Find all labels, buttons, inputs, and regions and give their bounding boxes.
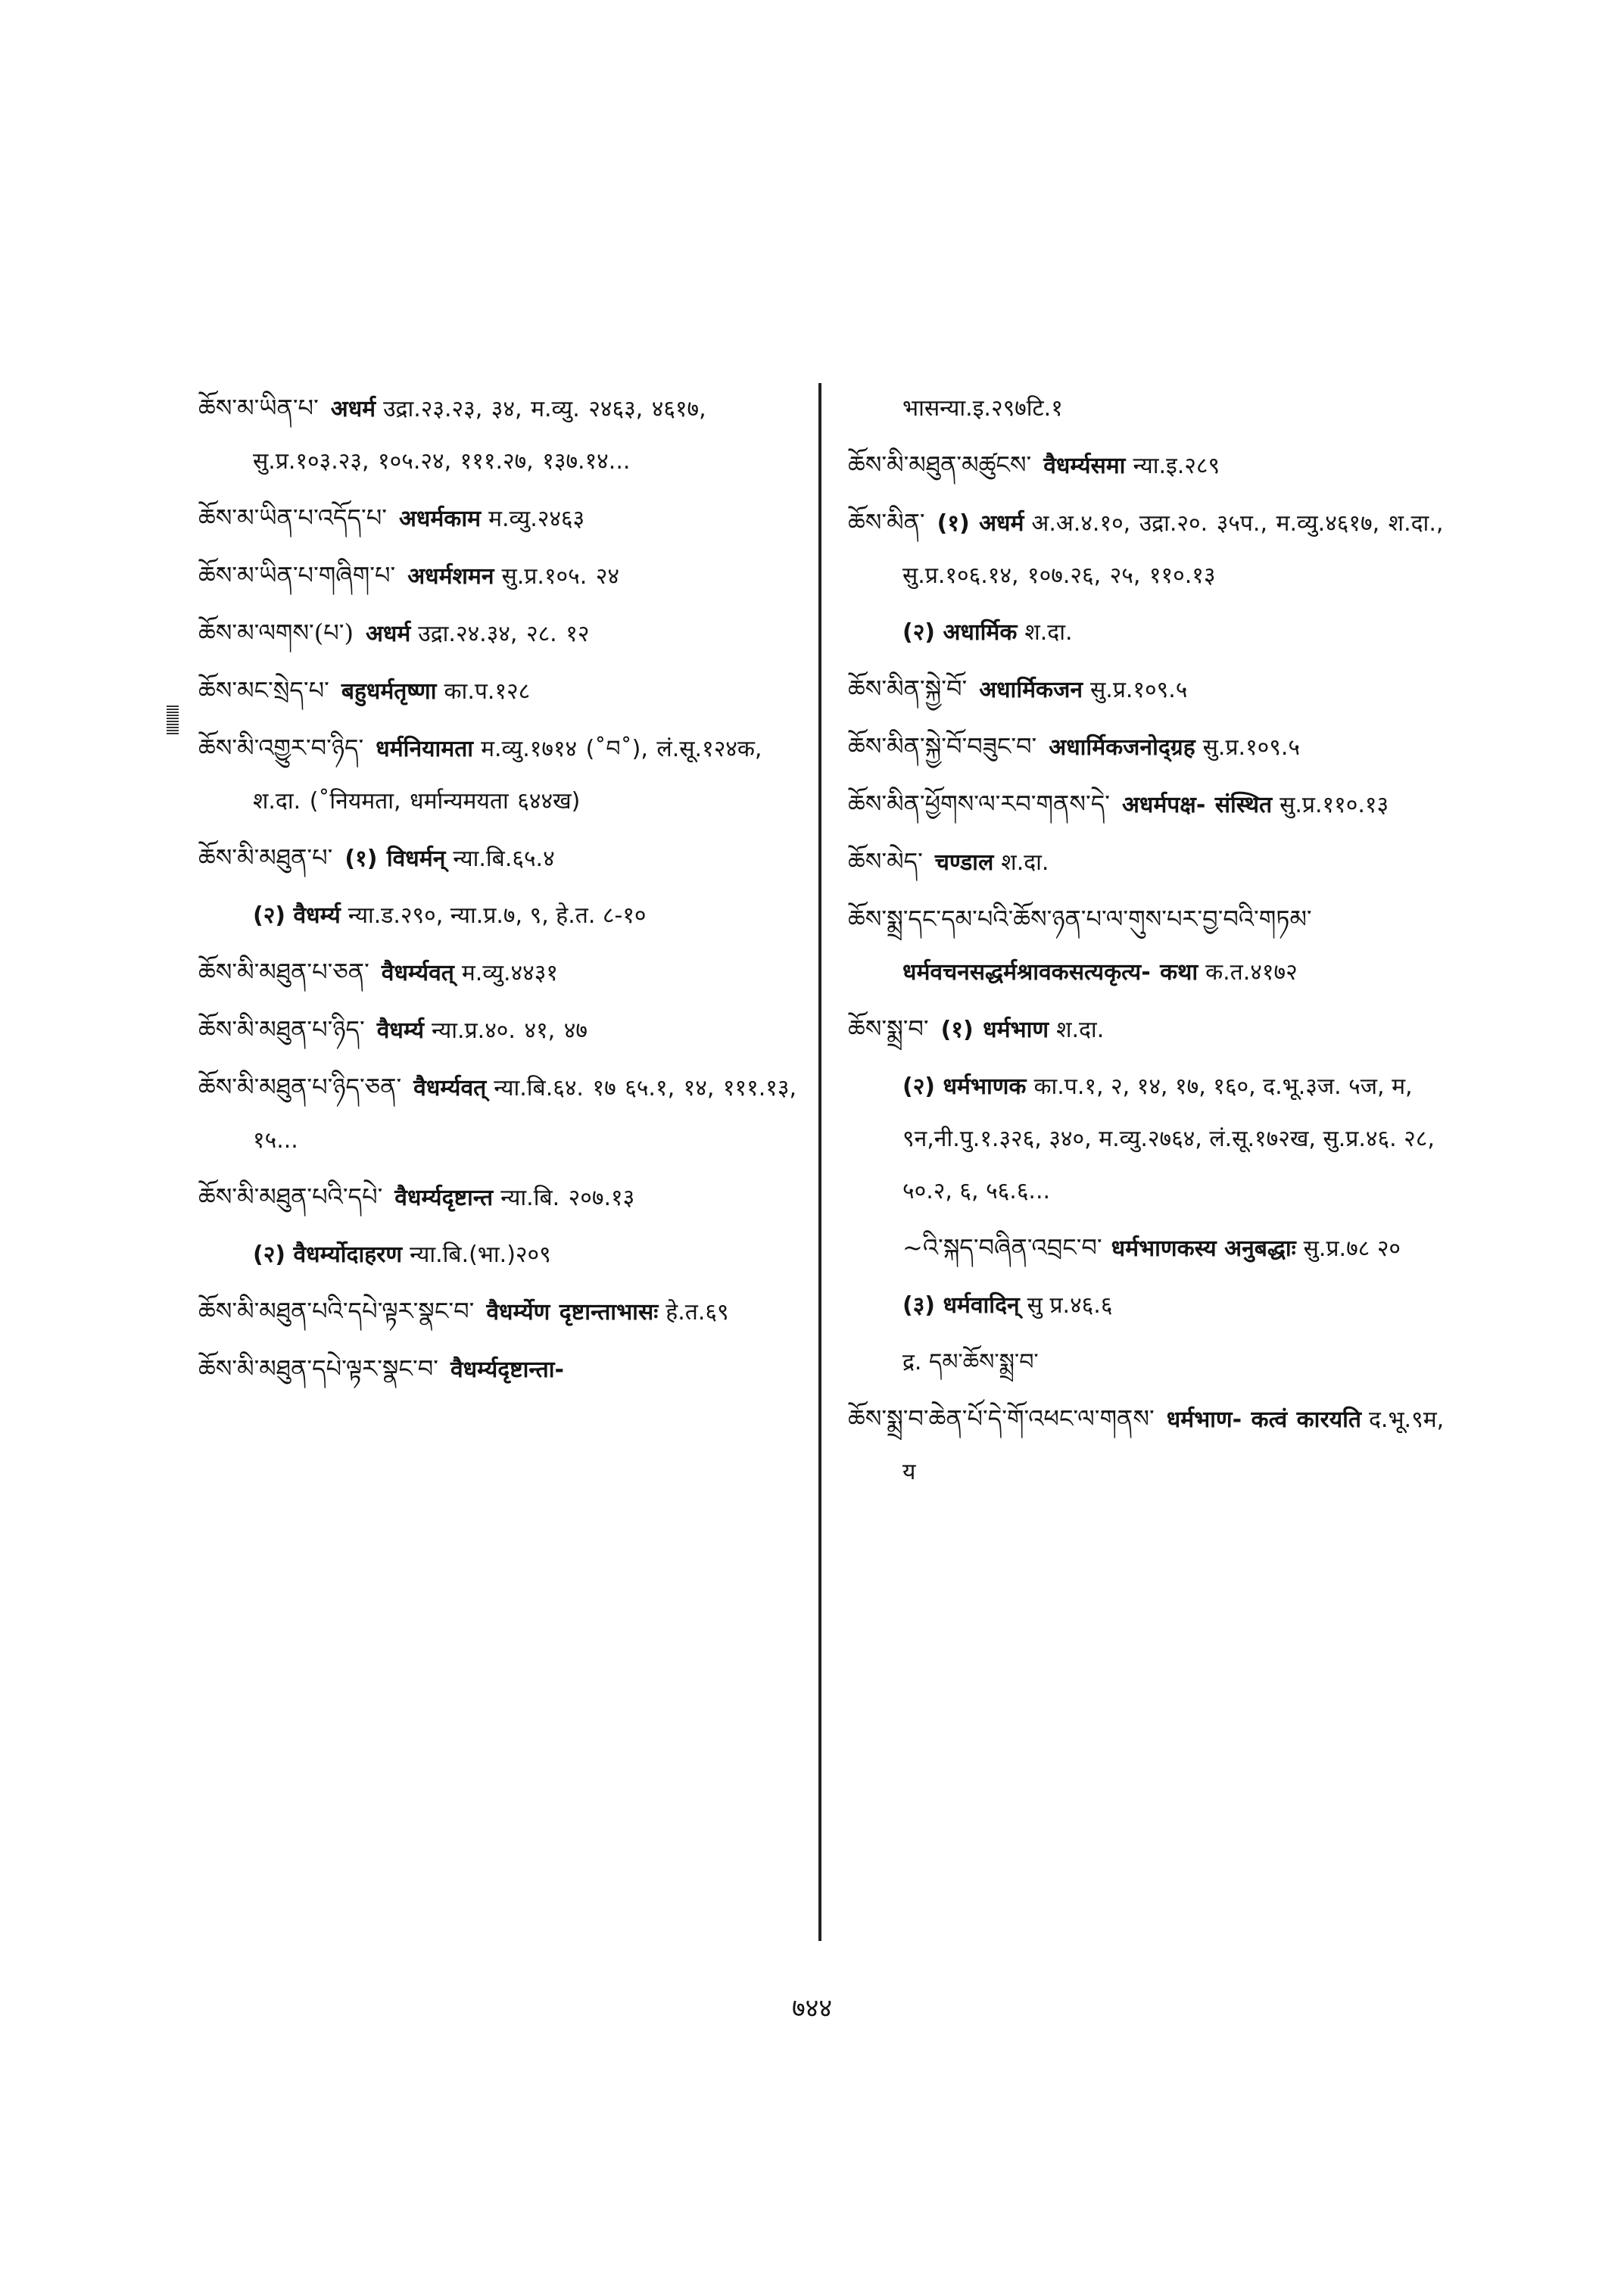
source-reference: का.प.१२८ [444,678,531,705]
source-reference: का.प.१, २, १४, १७, १६०, द.भू.३ज. ५ज, म, ९न,नी.पु.१.३२६, ३४०, म.व्यु.२७६४, लं.सू.१७२ख, सु.प्र.४६. २८, ५०.२, ६, ५६.६... [902,1073,1435,1204]
column-divider [818,383,821,1941]
sanskrit-equivalent: वैधर्म्यदृष्टान्त [394,1185,494,1211]
source-reference: सु.प्र.७८ २० [1303,1235,1401,1262]
source-reference: न्या.बि. २०७.१३ [500,1185,635,1211]
source-reference: म.व्यु.१७१४ (˚བ˚), लं.सू.१२४क, श.दा. (˚नियमता, धर्मान्यमयता ६४४ख) [253,736,762,815]
source-reference: सु.प्र.१०९.५ [1090,677,1188,703]
dictionary-entry [198,1171,804,1224]
sanskrit-equivalent: वैधर्म्यवत् [381,960,454,986]
dictionary-entry [198,382,804,488]
source-reference: न्या.ड.२९०, न्या.प्र.७, ९, हे.त. ८-१० [348,902,647,929]
source-reference: सु प्र.४६.६ [1027,1292,1113,1319]
page-number: ७४४ [791,1993,833,2024]
tibetan-headword: ཆོས་མང་སྲེད་པ་ [198,676,329,705]
tibetan-headword: ཆོས་མི་མཐུན་པ་ཅན་ [198,958,369,986]
sanskrit-equivalent: धर्मभाण- कत्वं कारयति [1166,1407,1361,1433]
sanskrit-equivalent: धर्मभाणकस्य अनुबद्धाः [1111,1235,1296,1262]
source-reference: न्या.इ.२८९ [1133,453,1220,479]
source-reference: न्या.बि.६५.४ [453,846,555,872]
sanskrit-equivalent: वैधर्म्येण दृष्टान्ताभासः [486,1299,659,1326]
dictionary-entry [848,1222,1454,1275]
sanskrit-equivalent: भास [902,395,940,422]
source-reference: न्या.बि.(भा.)२०९ [410,1242,551,1268]
tibetan-headword: ཆོས་མིན་སྐྱེ་བོ་བཟུང་བ་ [848,732,1037,761]
dictionary-entry [848,1279,1454,1332]
scan-mark [167,706,179,736]
sanskrit-equivalent: (२) अधार्मिक [902,619,1018,646]
source-reference: श.दा. [1024,619,1073,646]
sanskrit-equivalent: (१) अधर्म [937,510,1024,537]
sanskrit-equivalent: (३) धर्मवादिन् [902,1292,1020,1319]
source-reference: श.दा. [1056,1017,1105,1043]
tibetan-headword: ཆོས་མེད་ [848,847,923,876]
source-reference: न्या.इ.२९७टि.१ [940,395,1063,422]
dictionary-entry [198,1343,804,1396]
source-reference: म.व्यु.४४३१ [461,960,558,986]
tibetan-headword: ཆོས་མི་མཐུན་པའི་དཔེ་ [198,1182,383,1211]
source-reference: न्या.बि.६४. १७ ६५.१, १४, १११.१३, १५... [253,1075,796,1154]
dictionary-entry [198,492,804,545]
left-column [198,382,804,1400]
dictionary-entry [848,382,1454,435]
tibetan-headword: ཆོས་མི་འགྱུར་བ་ཉིད་ [198,734,364,762]
sanskrit-equivalent: (२) वैधर्म्य [253,902,341,929]
tibetan-headword: ཆོས་སྨྲ་དང་དམ་པའི་ཆོས་ཉན་པ་ལ་གུས་པར་བྱ་བའི་གཏམ་ [848,905,1312,933]
tibetan-headword: ~འི་སྐད་བཞིན་འབྲང་བ་ [902,1233,1102,1262]
dictionary-entry [198,832,804,885]
dictionary-entry [198,946,804,999]
sanskrit-equivalent: (१) विधर्मन् [344,846,446,872]
source-reference: उद्रा.२३.२३, ३४, म.व्यु. २४६३, ४६१७, सु.प्र.१०३.२३, १०५.२४, १११.२७, १३७.१४... [253,396,706,475]
tibetan-headword: ཆོས་མི་མཐུན་པ་ཉིད་ཅན་ [198,1073,402,1101]
sanskrit-equivalent: (१) धर्मभाण [940,1017,1049,1043]
tibetan-headword: ཆོས་མ་ཡིན་པ་གཞིག་པ་ [198,561,396,590]
tibetan-headword: ཆོས་མི་མཐུན་པའི་དཔེ་ལྟར་སྣང་བ་ [198,1297,475,1326]
dictionary-entry [198,665,804,718]
source-reference: सु.प्र.१०५. २४ [501,563,620,590]
dictionary-entry [848,663,1454,716]
sanskrit-equivalent: अधर्मपक्ष- संस्थित [1121,792,1273,818]
right-column [848,382,1454,1503]
dictionary-entry [848,439,1454,492]
tibetan-headword: ཆོས་མ་ལགས་(པ་) [198,618,354,647]
dictionary-entry [848,1003,1454,1056]
dictionary-entry [848,497,1454,602]
dictionary-entry [848,1393,1454,1498]
sanskrit-equivalent: वैधर्म्यवत् [413,1075,487,1101]
sanskrit-equivalent: अधर्म [330,396,376,422]
tibetan-headword: ཆོས་མི་མཐུན་མཚུངས་ [848,450,1032,479]
dictionary-entry [848,893,1454,999]
dictionary-entry [198,722,804,827]
tibetan-headword: ཆོས་མིན་སྐྱེ་བོ་ [848,675,968,703]
sanskrit-equivalent: चण्डाल [934,849,994,876]
source-reference: हे.त.६९ [665,1299,729,1326]
sanskrit-equivalent: वैधर्म्य [376,1017,425,1044]
dictionary-entry [198,1229,804,1281]
sanskrit-equivalent: अधर्मशमन [407,563,494,590]
sanskrit-equivalent: अधर्म [365,621,411,647]
sanskrit-equivalent: धर्मनियामता [376,736,474,762]
source-reference: श.दा. [1001,849,1049,876]
sanskrit-equivalent: वैधर्म्यसमा [1043,453,1126,479]
dictionary-entry [848,836,1454,889]
tibetan-headword: ཆོས་མི་མཐུན་པ་ཉིད་ [198,1015,365,1044]
dictionary-entry [198,1061,804,1167]
sanskrit-equivalent: बहुधर्मतृष्णा [341,678,437,705]
dictionary-entry [198,1004,804,1057]
dictionary-entry [848,1061,1454,1217]
tibetan-headword: ཆོས་སྨྲ་བ་ཆེན་པོ་དེ་གོ་འཕང་ལ་གནས་ [848,1404,1155,1433]
dictionary-entry [198,607,804,660]
sanskrit-equivalent: वैधर्म्यदृष्टान्ता- [450,1357,564,1383]
source-reference: सु.प्र.१०९.५ [1202,734,1300,761]
dictionary-entry [848,778,1454,831]
sanskrit-equivalent: अधर्मकाम [399,506,482,532]
tibetan-headword: ཆོས་མི་མཐུན་པ་ [198,843,333,872]
sanskrit-equivalent: धर्मवचनसद्धर्मश्रावकसत्यकृत्य- कथा [902,959,1199,986]
sanskrit-equivalent: (२) वैधर्म्योदाहरण [253,1242,403,1268]
sanskrit-equivalent: अधार्मिकजन [979,677,1083,703]
source-reference: द्र. དམ་ཆོས་སྨྲ་བ་ [902,1349,1039,1375]
source-reference: न्या.प्र.४०. ४१, ४७ [432,1017,588,1044]
tibetan-headword: ཆོས་མ་ཡིན་པ་ [198,394,319,422]
tibetan-headword: ཆོས་མ་ཡིན་པ་འདོད་པ་ [198,503,387,532]
source-reference: उद्रा.२४.३४, २८. १२ [418,621,590,647]
source-reference: क.त.४१७२ [1205,959,1298,986]
tibetan-headword: ཆོས་མིན་ [848,508,925,537]
source-reference: अ.अ.४.१०, उद्रा.२०. ३५प., म.व्यु.४६१७, श.दा., सु.प्र.१०६.१४, १०७.२६, २५, ११०.१३ [902,510,1444,589]
dictionary-entry [198,1285,804,1338]
dictionary-entry [848,606,1454,659]
dictionary-entry [198,550,804,603]
source-reference: सु.प्र.११०.१३ [1280,792,1389,818]
dictionary-entry [848,1336,1454,1388]
dictionary-entry [198,889,804,942]
source-reference: म.व्यु.२४६३ [488,506,585,532]
sanskrit-equivalent: अधार्मिकजनोद्ग्रह [1049,734,1195,761]
tibetan-headword: ཆོས་མིན་ཕྱོགས་ལ་རབ་གནས་དེ་ [848,790,1110,818]
dictionary-entry [848,721,1454,774]
tibetan-headword: ཆོས་མི་མཐུན་དཔེ་ལྟར་སྣང་བ་ [198,1354,438,1383]
tibetan-headword: ཆོས་སྨྲ་བ་ [848,1014,929,1043]
source-reference: द.भू.९म, य [902,1407,1445,1485]
sanskrit-equivalent: (२) धर्मभाणक [902,1073,1027,1100]
